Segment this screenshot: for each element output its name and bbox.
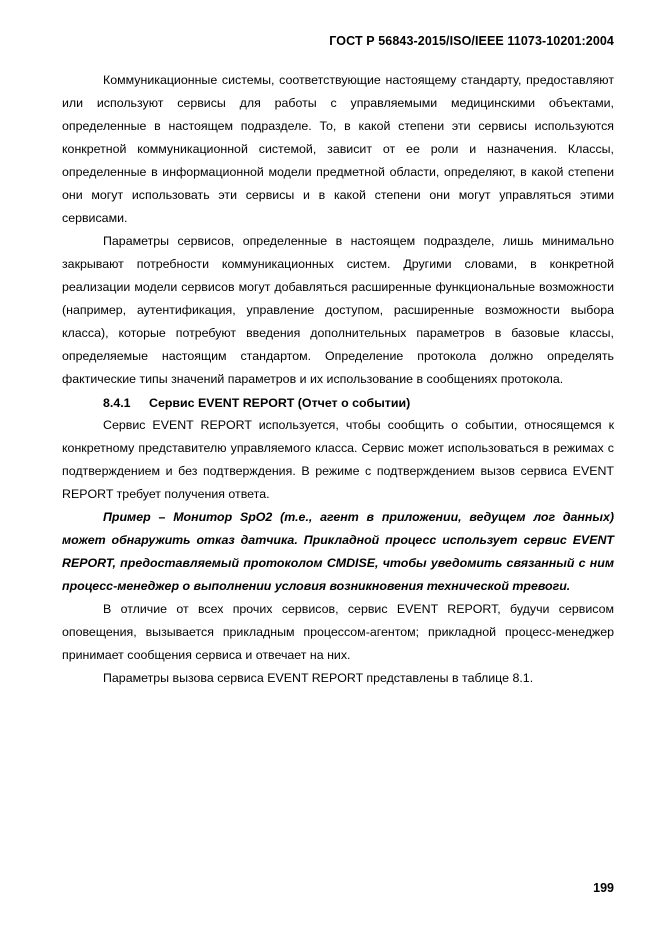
example-note: Пример – Монитор SpO2 (т.е., агент в приложении, ведущем лог данных) может обнаружить отказ датчика. Прикладной процесс использует сервис EVENT REPORT, предоставляемый протоколом CMDISE, чтобы уведомить связанный с ним процесс-менеджер о выполнении условия возникновения технической тревоги. [62,510,614,593]
paragraph: Параметры вызова сервиса EVENT REPORT представлены в таблице 8.1. [103,671,534,685]
section-number: 8.4.1 [103,396,131,410]
document-body [62,69,614,690]
section-title: Сервис EVENT REPORT (Отчет о событии) [149,396,411,410]
paragraph: Параметры сервисов, определенные в настоящем подразделе, лишь минимально закрывают потребности коммуникационных систем. Другими словами, в конкретной реализации модели сервисов могут добавляться расширенные функциональные возможности (например, аутентификация, управление доступом, расширенные возможности выбора класса), которые потребуют введения дополнительных параметров в базовые классы, определяемые настоящим стандартом. Определение протокола должно определять фактические типы значений параметров и их использование в сообщениях протокола. [62,234,614,386]
paragraph: В отличие от всех прочих сервисов, сервис EVENT REPORT, будучи сервисом оповещения, вызывается прикладным процессом-агентом; прикладной процесс-менеджер принимает сообщения сервиса и отвечает на них. [62,602,614,662]
section-heading [62,392,614,414]
paragraph: Коммуникационные системы, соответствующие настоящему стандарту, предоставляют или используют сервисы для работы с управляемыми медицинскими объектами, определенные в настоящем подразделе. То, в какой степени эти сервисы используются конкретной коммуникационной системой, зависит от ее роли и назначения. Классы, определенные в информационной модели предметной области, определяют, в какой степени они могут использовать эти сервисы и в какой степени они могут управляться этими сервисами. [62,73,614,225]
document-header: ГОСТ Р 56843-2015/ISO/IEEE 11073-10201:2004 [329,34,614,48]
paragraph: Сервис EVENT REPORT используется, чтобы сообщить о событии, относящемся к конкретному представителю управляемого класса. Сервис может использоваться в режимах с подтверждением и без подтверждения. В режиме с подтверждением вызов сервиса EVENT REPORT требует получения ответа. [62,418,614,501]
page-number: 199 [593,881,614,895]
